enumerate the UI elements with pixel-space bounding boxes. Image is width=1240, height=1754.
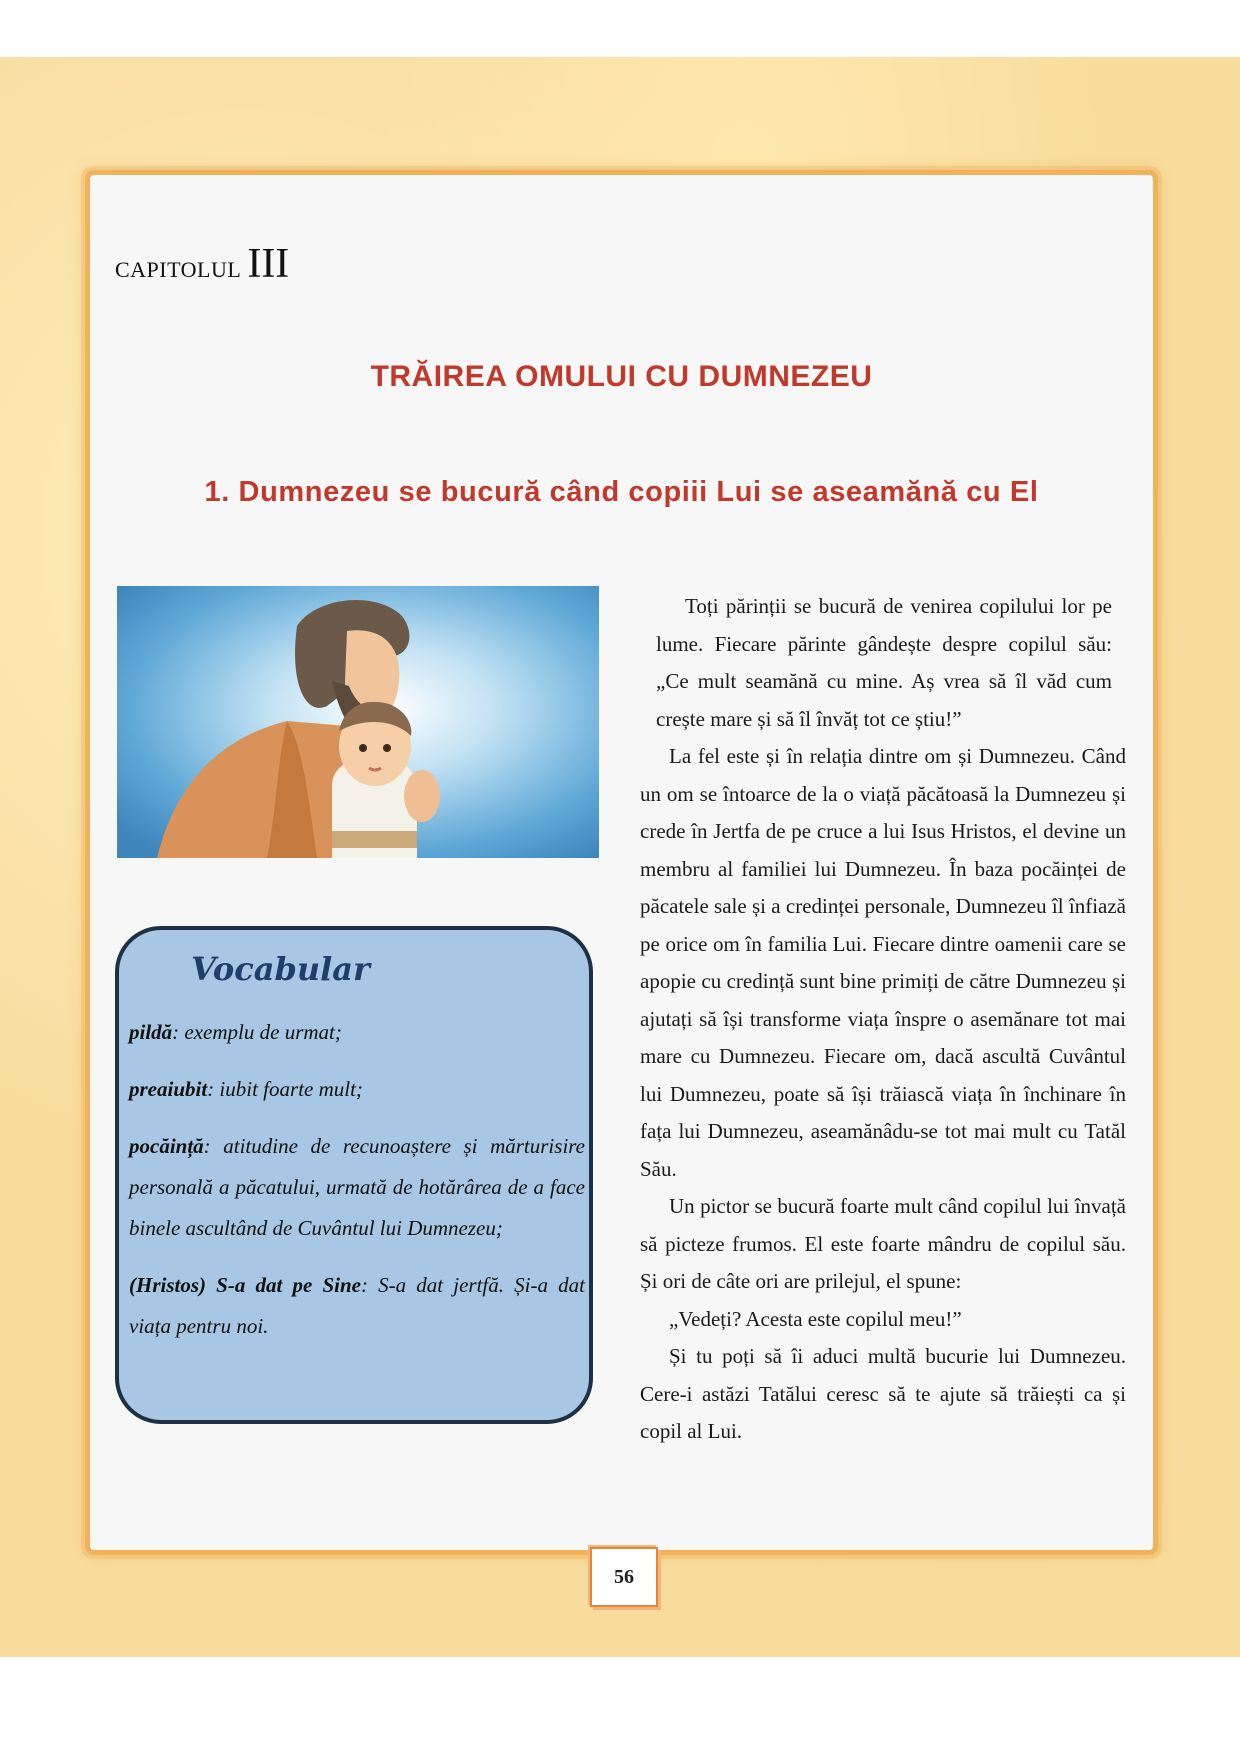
vocabulary-title: Vocabular <box>191 950 370 988</box>
vocabulary-definition: : iubit foarte mult; <box>207 1077 363 1101</box>
body-text <box>640 588 1126 1451</box>
body-paragraph: Toți părinții se bucură de venirea copilului lor pe lume. Fiecare părinte gândește despre copilul său: „Ce mult seamănă cu mine. Aș vrea să îl văd cum crește mare și să îl învăț tot ce știu!” <box>656 594 1112 731</box>
vocabulary-entry <box>129 1265 585 1347</box>
vocabulary-definition: : atitudine de recunoaștere și mărturisire personală a păcatului, urmată de hotărârea de a face binele ascultând de Cuvântul lui Dumnezeu; <box>129 1134 585 1240</box>
vocabulary-box <box>115 926 593 1424</box>
vocabulary-term: preaiubit <box>129 1077 208 1101</box>
body-paragraph: La fel este și în relația dintre om și Dumnezeu. Când un om se întoarce de la o viață păcătoasă la Dumnezeu și crede în Jertfa de pe cruce a lui Isus Hristos, el devine un membru al familiei lui Dumnezeu. În baza pocăinței de păcatele sale și a credinței personale, Dumnezeu îl înfiază pe orice om în familia Lui. Fiecare dintre oamenii care se apopie cu credință sunt bine primiți de către Dumnezeu și ajutați să își transforme viața înspre o asemănare tot mai mare cu Dumnezeu. Fiecare om, dacă ascultă Cuvântul lui Dumnezeu, poate să își trăiască viața în închinare în fața lui Dumnezeu, aseamănâdu-se tot mai mult cu Tatăl Său. <box>640 744 1126 1181</box>
main-title: TRĂIREA OMULUI CU DUMNEZEU <box>370 360 873 393</box>
vocabulary-definition: : exemplu de urmat; <box>172 1020 342 1044</box>
chapter-heading <box>115 240 289 288</box>
chapter-label: CAPITOLUL <box>115 257 242 282</box>
vocabulary-entry <box>129 1069 585 1110</box>
vocabulary-term: (Hristos) S-a dat pe Sine <box>129 1273 361 1297</box>
vocabulary-definition: : S-a dat jertfă. Și-a dat viața pentru noi. <box>129 1273 585 1338</box>
body-paragraph: „Vedeți? Acesta este copilul meu!” <box>669 1306 962 1331</box>
body-paragraph: Un pictor se bucură foarte mult când copilul lui învață să picteze frumos. El este foarte mândru de copilul său. Și ori de câte ori are prilejul, el spune: <box>640 1194 1126 1293</box>
vocabulary-term: pocăință <box>129 1134 204 1158</box>
father-and-child-illustration <box>117 586 599 858</box>
chapter-number: III <box>247 241 290 287</box>
vocabulary-entry <box>129 1126 585 1249</box>
vocabulary-list <box>129 1012 585 1363</box>
page-number: 56 <box>590 1547 658 1607</box>
body-paragraph: Și tu poți să îi aduci multă bucurie lui Dumnezeu. Cere-i astăzi Tatălui ceresc să te ajute să trăiești ca și copil al Lui. <box>640 1344 1126 1443</box>
vocabulary-entry <box>129 1012 585 1053</box>
section-title: 1. Dumnezeu se bucură când copiii Lui se aseamănă cu El <box>204 476 1039 508</box>
vocabulary-term: pildă <box>129 1020 173 1044</box>
